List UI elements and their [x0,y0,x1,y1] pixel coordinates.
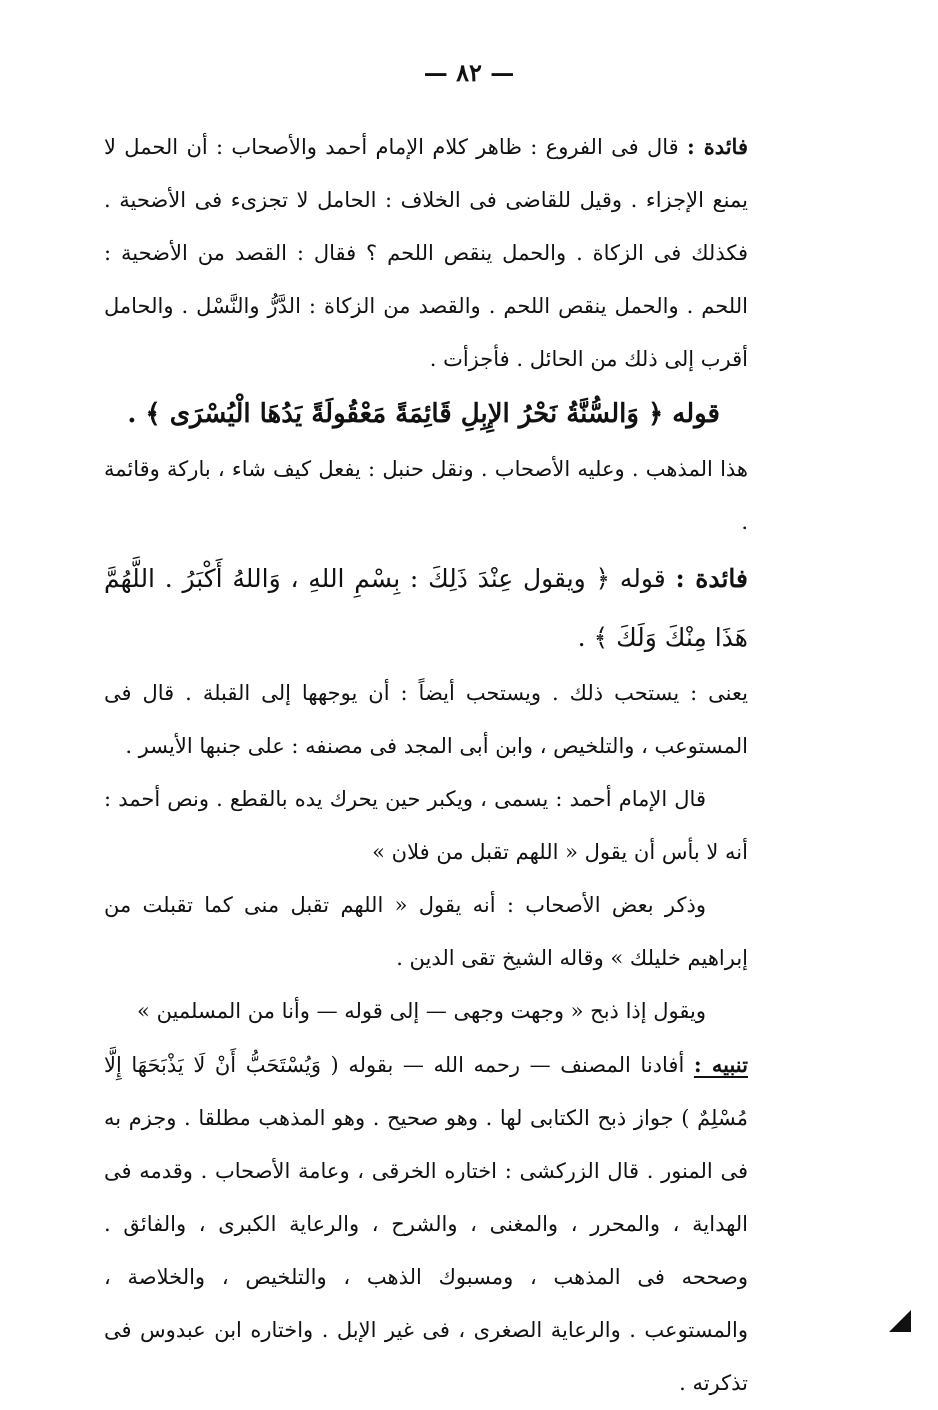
paragraph-text: قال فى الفروع : ظاهر كلام الإمام أحمد والأصحاب : أن الحمل لا يمنع الإجزاء . وقيل للقاضى فى الخلاف : الحامل لا تجزىء فى الأضحية . فكذلك فى الزكاة . والحمل ينقص اللحم ؟ فقال : القصد من الأضحية : اللحم . والحمل ينقص اللحم . والقصد من الزكاة : الدَّرُّ والنَّسْل . والحامل أقرب إلى ذلك من الحائل . فأجزأت . [104,135,748,371]
paragraph-madhhab-hanbal [104,443,748,549]
paragraph-text: قال الإمام أحمد : يسمى ، ويكبر حين يحرك يده بالقطع . ونص أحمد : أنه لا بأس أن يقول « اللهم تقبل من فلان » [104,787,748,864]
paragraph-dhakara-bad [104,879,748,985]
paragraph-lead: تنبيه : [693,1052,748,1077]
paragraph-lead: فائدة : [675,564,748,593]
paragraph-faida-haml [104,120,748,386]
paragraph-lead: قوله [672,399,720,429]
page-number: — ٨٢ — [423,58,515,87]
paragraph-tanbih [104,1038,748,1410]
paragraph-yani-yustahab [104,667,748,773]
paragraph-text: قوله ﴿ ويقول عِنْدَ ذَلِكَ : بِسْمِ اللهِ ، وَاللهُ أَكْبَرُ . اللَّهُمَّ هَذَا مِنْكَ وَلَكَ ﴾ . [104,564,748,652]
paragraph-text: وذكر بعض الأصحاب : أنه يقول « اللهم تقبل منى كما تقبلت من إبراهيم خليلك » وقاله الشيخ تقى الدين . [104,893,748,970]
paragraph-wajjahtu [104,985,748,1038]
paragraph-text: ﴿ وَالسُّنَّةُ نَحْرُ الإِبِلِ قَائِمَةً مَعْقُولَةً يَدُهَا الْيُسْرَى ﴾ . [127,399,664,429]
paragraph-lead: فائدة : [686,134,748,159]
page-body [104,120,748,1410]
paragraph-imam-ahmad [104,773,748,879]
paragraph-faida-bismillah [104,549,748,667]
paragraph-text: هذا المذهب . وعليه الأصحاب . ونقل حنبل : يفعل كيف شاء ، باركة وقائمة . [104,457,748,534]
paragraph-text: أفادنا المصنف — رحمه الله — بقوله ( وَيُسْتَحَبُّ أَنْ لَا يَذْبَحَهَا إِلَّا مُسْلِمٌ ) جواز ذبح الكتابى لها . وهو صحيح . وهو المذهب مطلقا . وجزم به فى المنور . قال الزركشى : اختاره الخرقى ، وعامة الأصحاب . وقدمه فى الهداية ، والمحرر ، والمغنى ، والشرح ، والرعاية الكبرى ، والفائق . وصححه فى المذهب ، ومسبوك الذهب ، والتلخيص ، والخلاصة ، والمستوعب . والرعاية الصغرى ، فى غير الإبل . واختاره ابن عبدوس فى تذكرته . [104,1053,748,1395]
paragraph-text: ويقول إذا ذبح « وجهت وجهى — إلى قوله — وأنا من المسلمين » [137,999,706,1023]
paragraph-qawluhu-nahr [104,386,748,443]
paragraph-text: يعنى : يستحب ذلك . ويستحب أيضاً : أن يوجهها إلى القبلة . قال فى المستوعب ، والتلخيص ، وابن أبى المجد فى مصنفه : على جنبها الأيسر . [104,681,748,758]
page-corner-mark [889,1310,911,1332]
